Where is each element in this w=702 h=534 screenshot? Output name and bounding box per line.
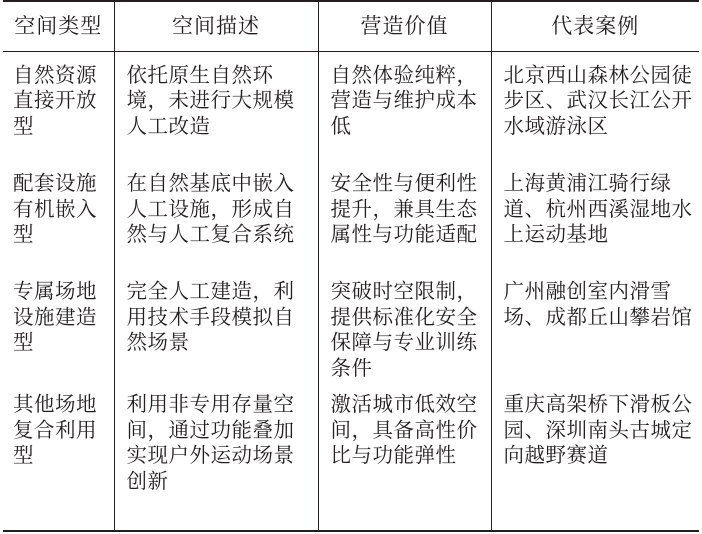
table-row xyxy=(3,160,699,268)
cell-representative-cases: 北京西山森林公园徒步区、武汉长江公开水域游泳区 xyxy=(491,51,699,160)
cell-space-type: 专属场地设施建造型 xyxy=(13,279,97,354)
cell-construction-value: 安全性与便利性提升，兼具生态属性与功能适配 xyxy=(318,160,491,268)
cell-space-description: 在自然基底中嵌入人工设施，形成自然与人工复合系统 xyxy=(114,160,318,268)
table-header-row xyxy=(3,1,699,51)
cell-space-type: 其他场地复合利用型 xyxy=(3,381,114,531)
cell-representative-cases: 广州融创室内滑雪场、成都丘山攀岩馆 xyxy=(491,268,699,381)
cell-space-type: 配套设施有机嵌入型 xyxy=(13,171,97,246)
cell-space-description: 完全人工建造，利用技术手段模拟自然场景 xyxy=(114,268,318,381)
cell-construction-value: 自然体验纯粹，营造与维护成本低 xyxy=(318,51,491,160)
table-row xyxy=(3,268,699,381)
header-construction-value: 营造价值 xyxy=(318,1,491,51)
header-space-description: 空间描述 xyxy=(114,1,318,51)
cell-space-type: 自然资源直接开放型 xyxy=(13,62,97,138)
space-type-table xyxy=(3,0,699,532)
cell-construction-value: 突破时空限制，提供标准化安全保障与专业训练条件 xyxy=(318,268,491,381)
cell-space-description: 利用非专用存量空间，通过功能叠加实现户外运动场景创新 xyxy=(114,381,318,531)
cell-space-description: 依托原生自然环境，未进行大规模人工改造 xyxy=(114,51,318,160)
header-space-type: 空间类型 xyxy=(3,1,114,51)
table-header xyxy=(3,1,699,51)
table-row xyxy=(3,51,699,160)
table-body xyxy=(3,51,699,531)
cell-representative-cases: 上海黄浦江骑行绿道、杭州西溪湿地水上运动基地 xyxy=(491,160,699,268)
header-representative-cases: 代表案例 xyxy=(491,1,699,51)
cell-representative-cases: 重庆高架桥下滑板公园、深圳南头古城定向越野赛道 xyxy=(491,381,699,531)
table-row xyxy=(3,381,699,531)
cell-construction-value: 激活城市低效空间，具备高性价比与功能弹性 xyxy=(318,381,491,531)
space-type-table-container xyxy=(3,0,699,530)
